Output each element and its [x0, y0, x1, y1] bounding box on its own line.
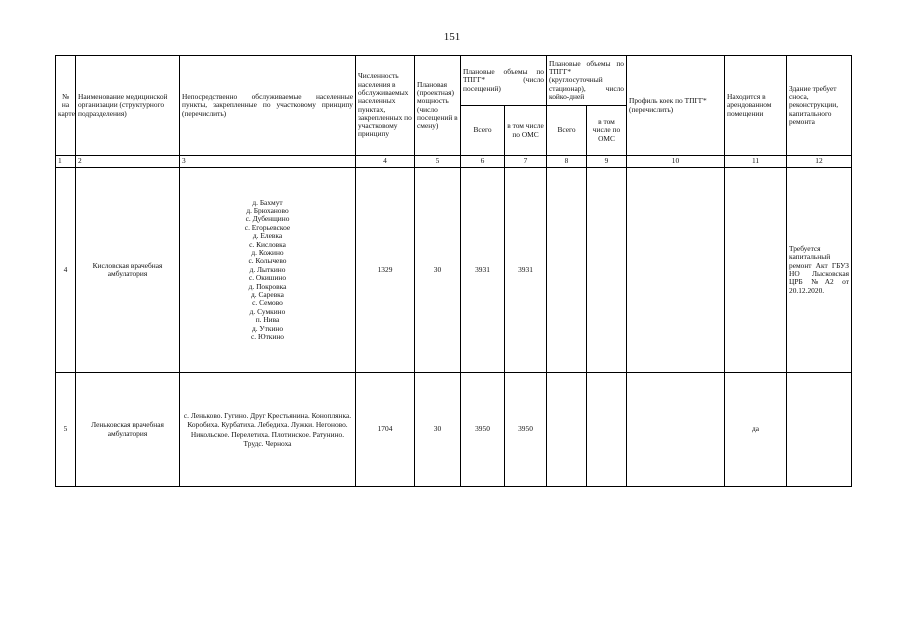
settlement-item: д. Лыткино — [249, 264, 286, 274]
column-number: 5 — [415, 156, 461, 168]
column-number: 7 — [505, 156, 547, 168]
beds-total-value — [547, 168, 587, 373]
settlement-item: с. Колычево — [248, 256, 287, 266]
settlement-item: д. Уткино — [251, 323, 284, 333]
settlement-item: д. Сумкино — [249, 306, 286, 316]
header-repair: Здание требует сноса, реконструкции, капитального ремонта — [787, 56, 852, 156]
header-visit-volumes: Плановые объемы по ТПГГ* (число посещений) — [461, 56, 547, 106]
bed-profile-value — [627, 168, 725, 373]
header-beds-oms: в том числе по ОМС — [587, 106, 627, 156]
capacity-value: 30 — [415, 168, 461, 373]
beds-total-value — [547, 373, 587, 487]
header-population: Численность населения в обслуживаемых населенных пунктах, закрепленных по участковому принципу — [356, 56, 415, 156]
visits-total-value: 3950 — [461, 373, 505, 487]
column-number: 3 — [180, 156, 356, 168]
visits-total-value: 3931 — [461, 168, 505, 373]
repair-value: Требуется капитальный ремонт Акт ГБУЗ НО Лысковская ЦРБ №А2 от 20.12.2020. — [787, 168, 852, 373]
header-visits-oms: в том числе по ОМС — [505, 106, 547, 156]
header-bed-profile: Профиль коек по ТПГГ* (перечислить) — [627, 56, 725, 156]
bed-profile-value — [627, 373, 725, 487]
settlement-item: д. Покровка — [248, 281, 287, 291]
repair-value — [787, 373, 852, 487]
column-number: 4 — [356, 156, 415, 168]
column-number: 10 — [627, 156, 725, 168]
column-number: 2 — [76, 156, 180, 168]
population-value: 1704 — [356, 373, 415, 487]
organization-name: Кисловская врачебная амбулатория — [76, 168, 180, 373]
facilities-table — [55, 55, 852, 487]
settlement-item: д. Саревка — [251, 290, 284, 300]
column-number: 9 — [587, 156, 627, 168]
row-number: 5 — [56, 373, 76, 487]
header-row — [56, 56, 852, 106]
column-number: 8 — [547, 156, 587, 168]
header-bed-volumes: Плановые объемы по ТПГГ* (круглосуточный стационар), число койко-дней — [547, 56, 627, 106]
organization-name: Леньковская врачебная амбулатория — [76, 373, 180, 487]
beds-oms-value — [587, 168, 627, 373]
header-organization: Наименование медицинской организации (структурного подразделения) — [76, 56, 180, 156]
column-number: 12 — [787, 156, 852, 168]
settlements-list — [180, 168, 356, 373]
settlement-item: с. Дубенщино — [245, 214, 290, 224]
settlement-item: д. Елевка — [252, 231, 283, 241]
column-numbers-row — [56, 156, 852, 168]
visits-oms-value: 3950 — [505, 373, 547, 487]
settlement-item: д. Бахмут — [252, 197, 283, 207]
rented-value — [725, 168, 787, 373]
header-map-number: № на карте — [56, 56, 76, 156]
table-row — [56, 168, 852, 373]
header-visits-total: Всего — [461, 106, 505, 156]
row-number: 4 — [56, 168, 76, 373]
table-row — [56, 373, 852, 487]
beds-oms-value — [587, 373, 627, 487]
column-number: 1 — [56, 156, 76, 168]
settlement-item: с. Семово — [252, 298, 283, 308]
settlement-item: д. Брюханово — [246, 205, 289, 215]
settlement-item: с. Юткино — [251, 332, 284, 342]
settlement-item: д. Кожино — [251, 247, 284, 257]
settlement-item: с. Егорьевское — [244, 222, 291, 232]
settlement-item: с. Кисловка — [249, 239, 286, 249]
visits-oms-value: 3931 — [505, 168, 547, 373]
column-number: 11 — [725, 156, 787, 168]
settlement-item: с. Окишино — [248, 273, 287, 283]
settlements-text: с. Леньково. Гугино. Друг Крестьянина. Коноплянка. Коробиха. Курбатиха. Лебедиха. Лужки. Негоново. Никольское. Перелетиха. Плотинское. Ратунино. Трудс. Черноха — [180, 373, 356, 487]
settlement-item: п. Нива — [255, 315, 280, 325]
capacity-value: 30 — [415, 373, 461, 487]
header-rented: Находится в арендованном помещении — [725, 56, 787, 156]
page-number: 151 — [443, 31, 461, 43]
rented-value: да — [725, 373, 787, 487]
header-settlements: Непосредственно обслуживаемые населенные пункты, закрепленные по участковому принципу (перечислить) — [180, 56, 356, 156]
header-beds-total: Всего — [547, 106, 587, 156]
population-value: 1329 — [356, 168, 415, 373]
header-capacity: Плановая (проектная) мощность (число посещений в смену) — [415, 56, 461, 156]
column-number: 6 — [461, 156, 505, 168]
